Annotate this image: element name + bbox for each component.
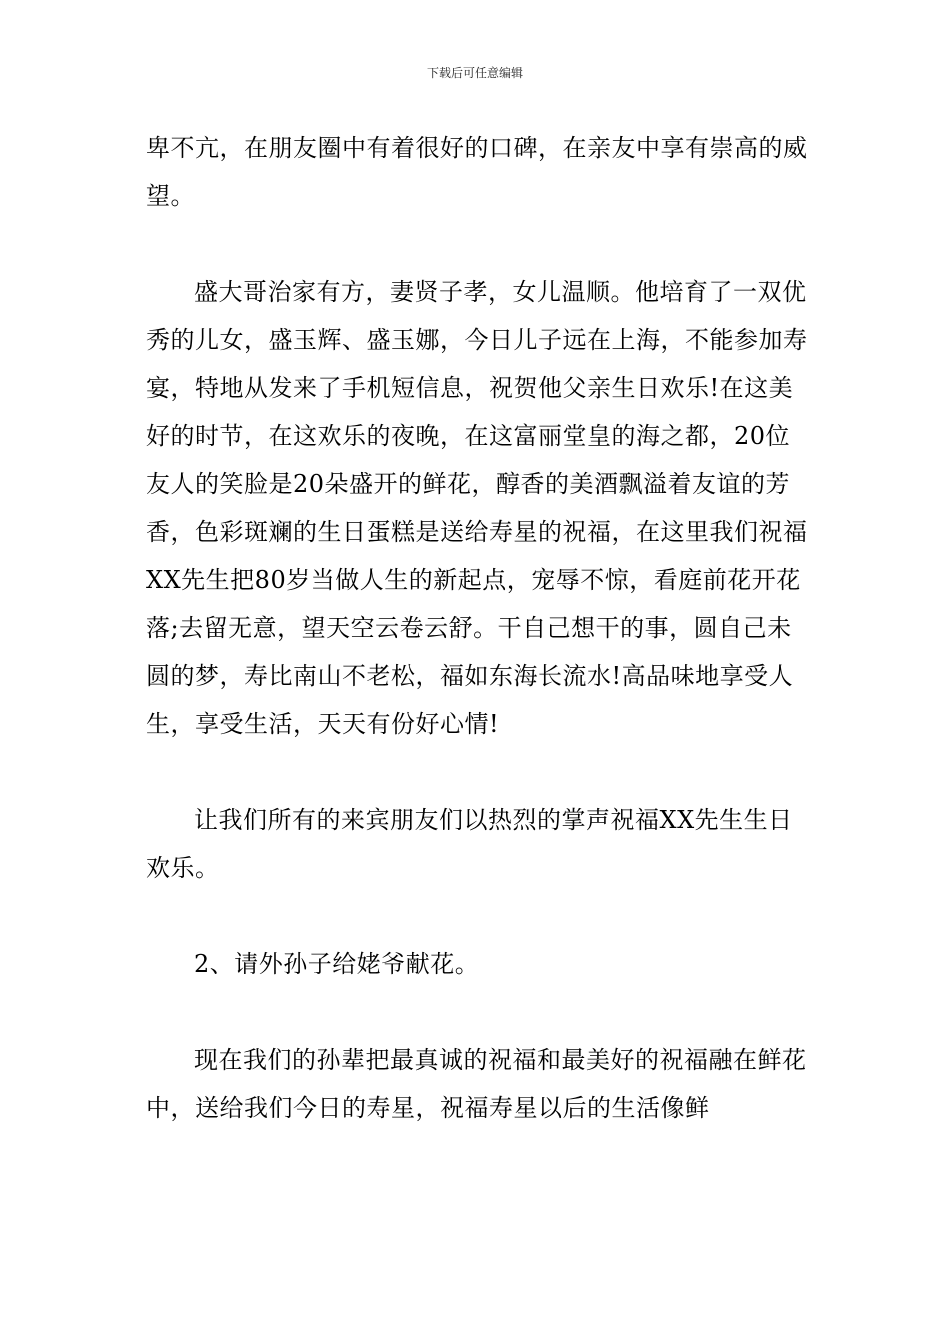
paragraph-4: 2、请外孙子给姥爷献花。 [194,950,480,978]
paragraph-3: 让我们所有的来宾朋友们以热烈的掌声祝福XX先生生日欢乐。 [146,806,793,882]
document-body [146,124,808,1132]
paragraph-1: 卑不亢，在朋友圈中有着很好的口碑，在亲友中享有崇高的威望。 [146,134,808,210]
page-header: 下载后可任意编辑 [426,66,523,80]
paragraph-2: 盛大哥治家有方，妻贤子孝，女儿温顺。他培育了一双优秀的儿女，盛玉辉、盛玉娜，今日儿子远在上海，不能参加寿宴，特地从发来了手机短信息，祝贺他父亲生日欢乐!在这美好的时节，在这欢乐的夜晚，在这富丽堂皇的海之都，20位友人的笑脸是20朵盛开的鲜花，醇香的美酒飘溢着友谊的芳香，色彩斑斓的生日蛋糕是送给寿星的祝福，在这里我们祝福XX先生把80岁当做人生的新起点，宠辱不惊，看庭前花开花落;去留无意，望天空云卷云舒。干自己想干的事，圆自己未圆的梦，寿比南山不老松，福如东海长流水!高品味地享受人生，享受生活，天天有份好心情! [146,278,808,738]
paragraph-5: 现在我们的孙辈把最真诚的祝福和最美好的祝福融在鲜花中，送给我们今日的寿星，祝福寿星以后的生活像鲜 [146,1046,807,1122]
